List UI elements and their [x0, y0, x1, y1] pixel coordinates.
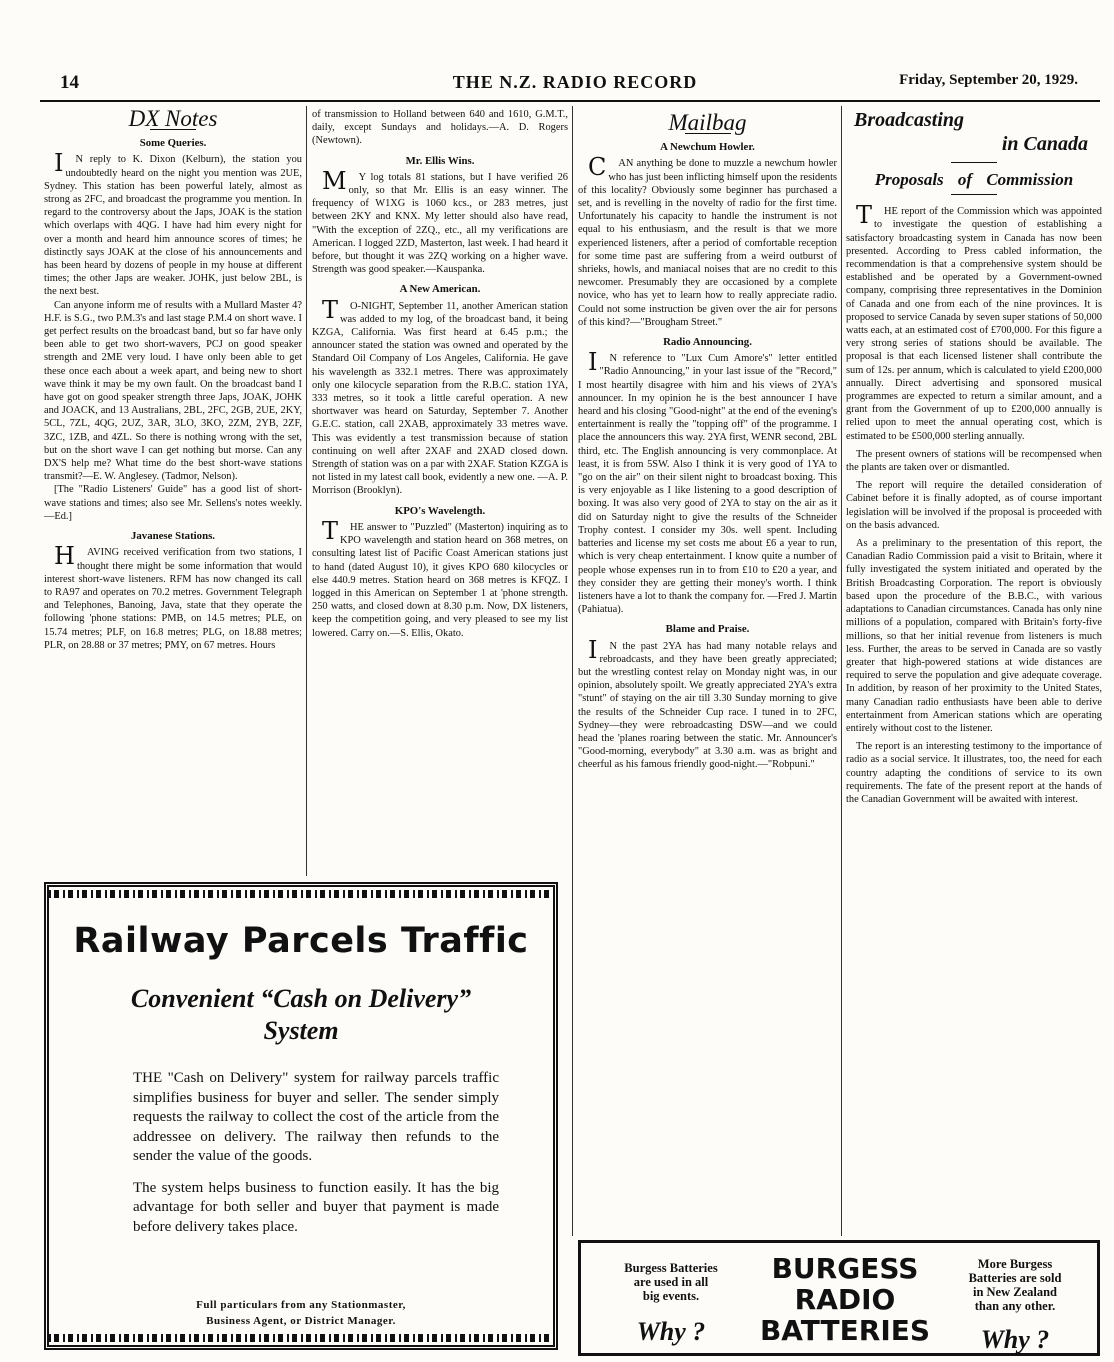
article-paragraph: Can anyone inform me of results with a Mullard Master 4? H.F. is S.G., two P.M.3's and last stage P.M.4 on short wave. I get perfect results on the broadcast band, but so far have only been able to get two short-wavers, PCJ on good speaker strength and 2ME very loud. I have only been able to get these once each about a week apart, and being new to short wave think it may be my own fault. On the broadcast band I have got on good speaker strength three Japs, JOAK, JOHK and JOACK, and 13 Australians, 2BL, 2FC, 2GB, 2UE, 2KY, 5CL, 7ZL, 4QG, 2UZ, 3AR, 3LO, 3KO, 2ZM, 2YB, 2ZF, 3ZC, 1ZB, and 4ZL. So there is nothing wrong with the set, but on the short wave I can get nothing but morse. Can any DX'S help me? What time do the best short-wave stations transmit?—E. W. Anglesey. (Tadmor, Nelson). — [44, 299, 302, 483]
article-heading: Radio Announcing. — [663, 336, 752, 349]
why-tagline: Why ? — [636, 1317, 706, 1346]
why-tagline: Why ? — [980, 1325, 1050, 1354]
publication-title: THE N.Z. RADIO RECORD — [452, 72, 698, 92]
title-rule — [951, 194, 997, 195]
article-heading: A New American. — [399, 283, 481, 296]
ad-subhead — [49, 983, 553, 1047]
article-heading: A Newchum Howler. — [660, 141, 755, 154]
article-heading: KPO's Wavelength. — [394, 504, 486, 517]
ad-text-line: Burgess Batteries — [624, 1261, 718, 1275]
article-heading: Mr. Ellis Wins. — [405, 154, 475, 167]
ad-left-panel — [591, 1261, 751, 1346]
letter-paragraph: IN the past 2YA has had many notable relays and rebroadcasts, and they have been greatly appreciated; but the wrestling contest relay on Monday night was, in our opinion, absolutely spoilt. We greatly appreciated 2YA's extra "stunt" of staying on the air till 3.30 Sunday morning to give the results of the Schneider Cup race. I tuned in to 2FC, Sydney—they were rebroadcasting DSW—and we could head the 'planes roaring between the static. Mr. Announcer's "Good-morning, everybody" at 3.30 a.m. was as bright and cheerful as his famous friendly good-night.—"Robpuni." — [578, 635, 837, 771]
article-paragraph: As a preliminary to the presentation of this report, the Canadian Radio Commission paid a visit to Britain, where it fully investigated the system initiated and operated by the British Broadcasting Corporation. The report is obviously based upon the procedure of the B.B.C., with various adaptations to Canadian circumstances. Canada has only nine millions of a population, compared with Britain's forty-five millions, so that her initial revenue from listeners is much less. Further, the areas to be served in Canada are so vastly greater that high-powered stations at wide distances are required to serve the population and give adequate coverage. In addition, by reason of her proximity to the United States, many Canadian radio enthusiasts have been able to derive entertainment from American stations which are operating entirely without cost to the listener. — [846, 538, 1102, 734]
article-paragraph: The report will require the detailed consideration of Cabinet before it is finally adopted, as of course important legislation will be involved if the proposal is proceeded with on the basis advanced. — [846, 480, 1102, 531]
ad-text-line: More Burgess — [977, 1257, 1053, 1271]
header-rule — [40, 100, 1100, 102]
article-paragraph: The present owners of stations will be recompensed when the plants are taken over or dismantled. — [846, 448, 1102, 474]
canada-column — [846, 108, 1102, 806]
column-divider — [841, 106, 842, 1236]
ad-footer-line: Business Agent, or District Manager. — [206, 1315, 396, 1327]
ad-body — [133, 1069, 499, 1249]
editor-note: [The "Radio Listeners' Guide" has a good list of short-wave stations and times; also see Mr. Sellens's notes weekly.—Ed.] — [44, 484, 302, 522]
railway-parcels-ad — [44, 882, 558, 1350]
ad-text-line: than any other. — [974, 1299, 1056, 1313]
brand-line: BURGESS — [771, 1252, 919, 1285]
article-heading: Blame and Praise. — [665, 623, 750, 636]
article-paragraph: IN reply to K. Dixon (Kelburn), the station you undoubtedly heard on the night you mention was 2UE, Sydney. This station has been powerful lately, almost as strong as 2FC, and broadcast the programme you mention. In regard to the controversy about the Japs, JOAK is the station which overlaps with 4QG. I have had him every night for over a month and heard him announce scores of times; he distinctly says JOAK at the close of his announcements and has been heard by dozens of people in my house at different times; the other Japs are weaker. JOHK, just below 2BL, is the next best. — [44, 149, 302, 298]
burgess-batteries-ad — [578, 1240, 1100, 1356]
title-rule — [951, 162, 997, 163]
ad-text-line: big events. — [642, 1289, 700, 1303]
letters-column — [312, 108, 568, 640]
ad-paragraph: The system helps business to function easily. It has the big advantage for both seller and buyer that payment is made before delivery takes place. — [133, 1179, 499, 1235]
dx-notes-column — [44, 108, 302, 652]
article-paragraph: THE report of the Commission which was appointed to investigate the question of establishing a satisfactory broadcasting system in Canada has now been presented. According to Press cabled information, the recommendation is that a comprehensive system should be established and be operated by a Government-owned company, comprising three representatives in the Dominion of Canada and one from each of the nine provinces. It is proposed to service Canada by seven super stations of 50,000 watts each, at an estimated cost of £700,000. For this figure a very strong series of stations should be available. The proposal is that each licensed listener shall contribute the sum of 12s. per annum, which is calculated to yield £200,000 annually. Direct advertising and sponsored musical programmes are expected to return a similar amount, and a grant from the Government of up to £200,000 annually is relied upon to meet the annual operating cost, which is estimated to be £500,000 sterling annually. — [846, 201, 1102, 442]
ad-subhead-line: System — [263, 1016, 339, 1045]
article-paragraph: THE answer to "Puzzled" (Masterton) inquiring as to KPO wavelength and station heard on 368 metres, on consulting latest list of Pacific Coast American stations just to hand (dated August 10), it gives KPO 680 kilocycles or else 440.9 metres. Station heard on 368 metres is KFQZ. I logged in this American on September 1 at 'phone strength. 250 watts, and closed down at 8.30 p.m. Now, DX listeners, keep the competition going, and very pleased to see my list lowered. Carry on.—S. Ellis, Okato. — [312, 516, 568, 639]
article-paragraph: HAVING received verification from two stations, I thought there might be some information that would interest short-wave listeners. RFM has now changed its call to RA97 and operates on 70.2 metres. Government Telegraph and Telephones, Banoing, Java, state that they operate the following 'phone stations: PMB, on 14.5 metres; PLE, on 15.74 metres; PLF, on 16.8 metres; PLG, on 18.88 metres; PLR, on 28.88 or 37 metres; PMY, on 67 metres. Hours — [44, 542, 302, 651]
letter-paragraph: IN reference to "Lux Cum Amore's" letter entitled "Radio Announcing," in your last issue of the "Record," I most heartily disagree with him and his views of 2YA's announcer. In my opinion he is the best announcer I have heard and his closing "Good-night" at the end of the evening's entertainment is really the "topping off" of the programme. I place the announcers this way. 2YA first, WENR second, 2BL third, etc. The English announcing is very commonplace. At least, it is from 5SW. Also I think it is very good of 1YA to "go on the air" on their silent night to broadcast boxing. This is very enjoyable as I like listening to a good description of boxing. It was also very good of 2YA to stay on the air as it did on Saturday night to give the results of the Schneider Trophy contest. I consider my 30s. well spent. Including batteries and license my set costs me about £6 a year to run, which is very cheap entertainment. I know quite a number of people whose expenses run in to from £10 to £20 a year, and they consider they are getting their money's worth. I think listeners have a lot to thank the company for. —Fred J. Martin (Pahiatua). — [578, 348, 837, 616]
ad-headline: Railway Parcels Traffic — [73, 921, 529, 961]
article-paragraph: The report is an interesting testimony to the importance of radio as a social service. It illustrates, too, the need for each country adapting the conditions of service to its own requirements. The fate of the present report at the hands of the Canadian Government will be awaited with interest. — [846, 741, 1102, 805]
ad-right-panel — [937, 1257, 1093, 1354]
column-divider — [572, 106, 573, 1236]
chain-border-top — [49, 890, 553, 898]
ad-text-line: are used in all — [633, 1275, 709, 1289]
ad-footer — [49, 1297, 553, 1329]
article-title: Broadcasting — [854, 109, 965, 131]
burgess-logo — [759, 1253, 931, 1346]
chain-border-bottom — [49, 1334, 553, 1342]
article-title: in Canada — [1001, 133, 1088, 155]
letter-paragraph: CAN anything be done to muzzle a newchum howler who has just been inflicting himself upon the residents of this locality? Obviously some beginner has purchased a set, and is revelling in the novelty of radio for the first time. Unfortunately his capacity to handle the instrument is not equal to his enthusiasm, and the result is that we more experienced listeners, after a period of comfortable reception for some time past are suffering from a weird outburst of shrieks, howls, and maniacal noises that are no credit to this newcomer. Presumably they are occasioned by a complete novice, who has yet to learn how to really appreciate radio. Could not some instruction be given over the air for persons of this kind?—"Brougham Street." — [578, 153, 837, 328]
brand-line: RADIO — [794, 1283, 896, 1316]
article-paragraph: of transmission to Holland between 640 and 1610, G.M.T., daily, except Sundays and holidays.—A. D. Rogers (Newtown). — [312, 109, 568, 147]
issue-date: Friday, September 20, 1929. — [899, 72, 1078, 88]
page-header — [60, 72, 1090, 98]
section-title: Mailbag — [668, 110, 747, 135]
page-number: 14 — [60, 72, 79, 93]
article-heading: Javanese Stations. — [131, 530, 215, 543]
column-divider — [306, 106, 307, 876]
section-title: DX Notes — [128, 106, 218, 131]
ad-subhead-line: Convenient “Cash on Delivery” — [130, 984, 472, 1013]
ad-text-line: Batteries are sold — [968, 1271, 1062, 1285]
brand-line: BATTERIES — [759, 1314, 931, 1347]
article-paragraph: TO-NIGHT, September 11, another American station was added to my log, of the broadcast band, it being KZGA, California. Was first heard at 6.45 p.m.; the announcer stated the station was owned and operated by the Standard Oil Company of Los Angeles, California. He gave his wavelength as 332.1 metres. There was approximately only one kilocycle separation from the R.B.C. station 1YA, 333 metres, so it took a little careful operation. A new shortwaver was heard on Saturday, September 7. Another G.E.C. station, call 2XAB, approximately 33 metres wave. This was evidently a test transmission because of station continuing on well after 2XAF and 2XAD closed down. Strength of station was on a par with 2XAF. Station KZGA is not listed in my latest call book, evidently a new one. —A. P. Morrison (Brooklyn). — [312, 295, 568, 497]
ad-text-line: in New Zealand — [972, 1285, 1058, 1299]
mailbag-column — [578, 108, 837, 772]
ad-footer-line: Full particulars from any Stationmaster, — [196, 1299, 406, 1311]
article-subtitle: Proposals of Commission — [874, 170, 1074, 189]
article-heading: Some Queries. — [139, 137, 207, 150]
article-paragraph: MY log totals 81 stations, but I have verified 26 only, so that Mr. Ellis is an easy winner. The frequency of W1XG is 1060 kcs., or 283 metres, just between 2KY and KNX. My letter should also have read, "With the exception of 2ZQ., etc., all my verifications are American. I logged 2ZD, Masterton, last week. I had heard it before, but thought it was 2ZQ working on a higher wave. Strength was good speaker.—Kauspanka. — [312, 166, 568, 276]
ad-paragraph: THE "Cash on Delivery" system for railway parcels traffic simplifies business for buyer and seller. The sender simply requests the railway to collect the cost of the article from the addressee on delivery. The railway then refunds to the sender the value of the goods. — [133, 1070, 499, 1164]
